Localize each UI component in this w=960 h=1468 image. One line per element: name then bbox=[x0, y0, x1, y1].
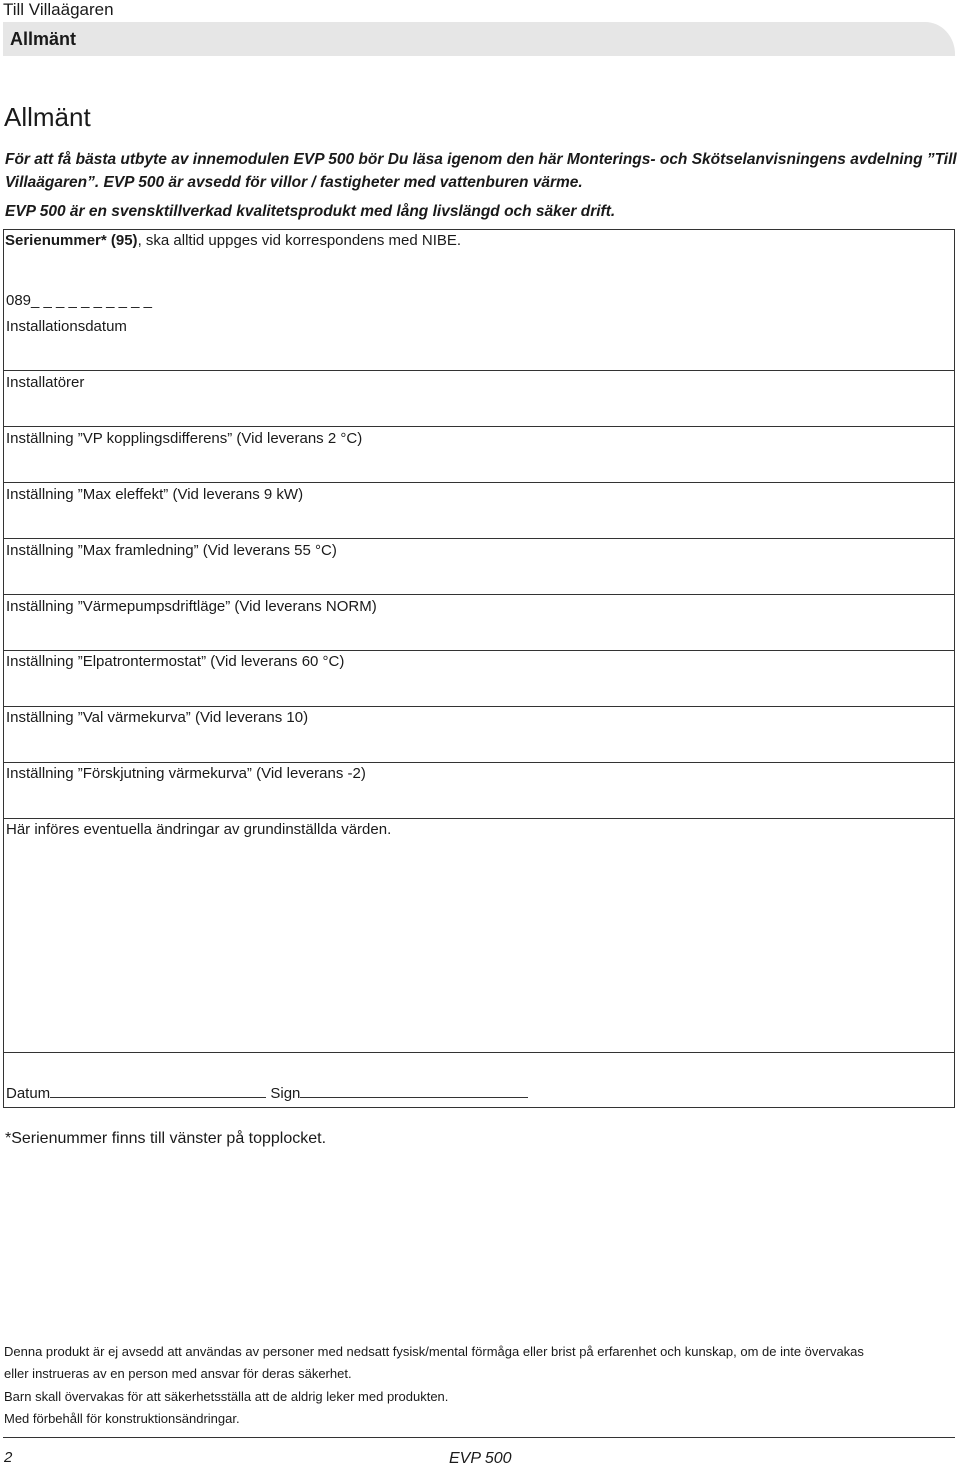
section-header-title: Allmänt bbox=[10, 29, 77, 49]
field-max-power: Inställning ”Max eleffekt” (Vid leverans 9 kW) bbox=[6, 486, 304, 503]
field-installers: Installatörer bbox=[6, 374, 85, 391]
row-divider bbox=[3, 706, 955, 707]
serial-instruction bbox=[5, 231, 461, 251]
page-number: 2 bbox=[4, 1449, 13, 1466]
disclaimer-line-4: Med förbehåll för konstruktionsändringar. bbox=[4, 1411, 240, 1426]
field-max-flow-temp: Inställning ”Max framledning” (Vid leverans 55 °C) bbox=[6, 542, 337, 559]
row-divider bbox=[3, 426, 955, 427]
field-installation-date: Installationsdatum bbox=[6, 318, 127, 335]
date-line bbox=[50, 1083, 266, 1098]
product-name: EVP 500 bbox=[449, 1450, 512, 1467]
section-header-bar bbox=[3, 22, 955, 56]
row-divider bbox=[3, 482, 955, 483]
date-label: Datum bbox=[6, 1085, 51, 1102]
field-vp-coupling-difference: Inställning ”VP kopplingsdifferens” (Vid leverans 2 °C) bbox=[6, 430, 363, 447]
field-heatpump-mode: Inställning ”Värmepumpsdriftläge” (Vid leverans NORM) bbox=[6, 598, 377, 615]
chapter-label: Till Villaägaren bbox=[3, 0, 114, 19]
serial-text: , ska alltid uppges vid korrespondens med NIBE. bbox=[137, 232, 462, 249]
page-title: Allmänt bbox=[4, 102, 91, 132]
field-immersion-thermostat: Inställning ”Elpatrontermostat” (Vid leverans 60 °C) bbox=[6, 653, 345, 670]
serial-label: Serienummer* (95) bbox=[5, 232, 138, 249]
disclaimer-line-3: Barn skall övervakas för att säkerhetsställa att de aldrig leker med produkten. bbox=[4, 1389, 449, 1404]
footnote: *Serienummer finns till vänster på topplocket. bbox=[5, 1130, 327, 1147]
row-divider bbox=[3, 650, 955, 651]
disclaimer-line-2: eller instrueras av en person med ansvar för deras säkerhet. bbox=[4, 1366, 352, 1381]
sign-line bbox=[300, 1083, 528, 1098]
field-heating-curve: Inställning ”Val värmekurva” (Vid leverans 10) bbox=[6, 709, 309, 726]
serial-number-value: 089_ _ _ _ _ _ _ _ _ _ bbox=[6, 292, 152, 309]
row-divider bbox=[3, 538, 955, 539]
signature-row bbox=[6, 1083, 528, 1104]
field-curve-offset: Inställning ”Förskjutning värmekurva” (Vid leverans -2) bbox=[6, 765, 366, 782]
row-divider bbox=[3, 818, 955, 819]
disclaimer-line-1: Denna produkt är ej avsedd att användas av personer med nedsatt fysisk/mental förmåga eller brist på erfarenhet och kunskap, om de inte övervakas bbox=[4, 1344, 864, 1359]
intro-paragraph-2: EVP 500 är en svensktillverkad kvalitetsprodukt med lång livslängd och säker drift. bbox=[5, 203, 616, 220]
row-divider bbox=[3, 370, 955, 371]
row-divider bbox=[3, 1052, 955, 1053]
footer-divider bbox=[3, 1437, 955, 1438]
row-divider bbox=[3, 594, 955, 595]
intro-paragraph-1: För att få bästa utbyte av innemodulen EVP 500 bör Du läsa igenom den här Monterings- och Skötselanvisningens avdelning ”Till Villaägaren”. EVP 500 är avsedd för villor / fastigheter med vattenburen värme. bbox=[5, 151, 957, 191]
field-changes: Här införes eventuella ändringar av grundinställda värden. bbox=[6, 821, 392, 838]
sign-label: Sign bbox=[270, 1085, 301, 1102]
row-divider bbox=[3, 762, 955, 763]
